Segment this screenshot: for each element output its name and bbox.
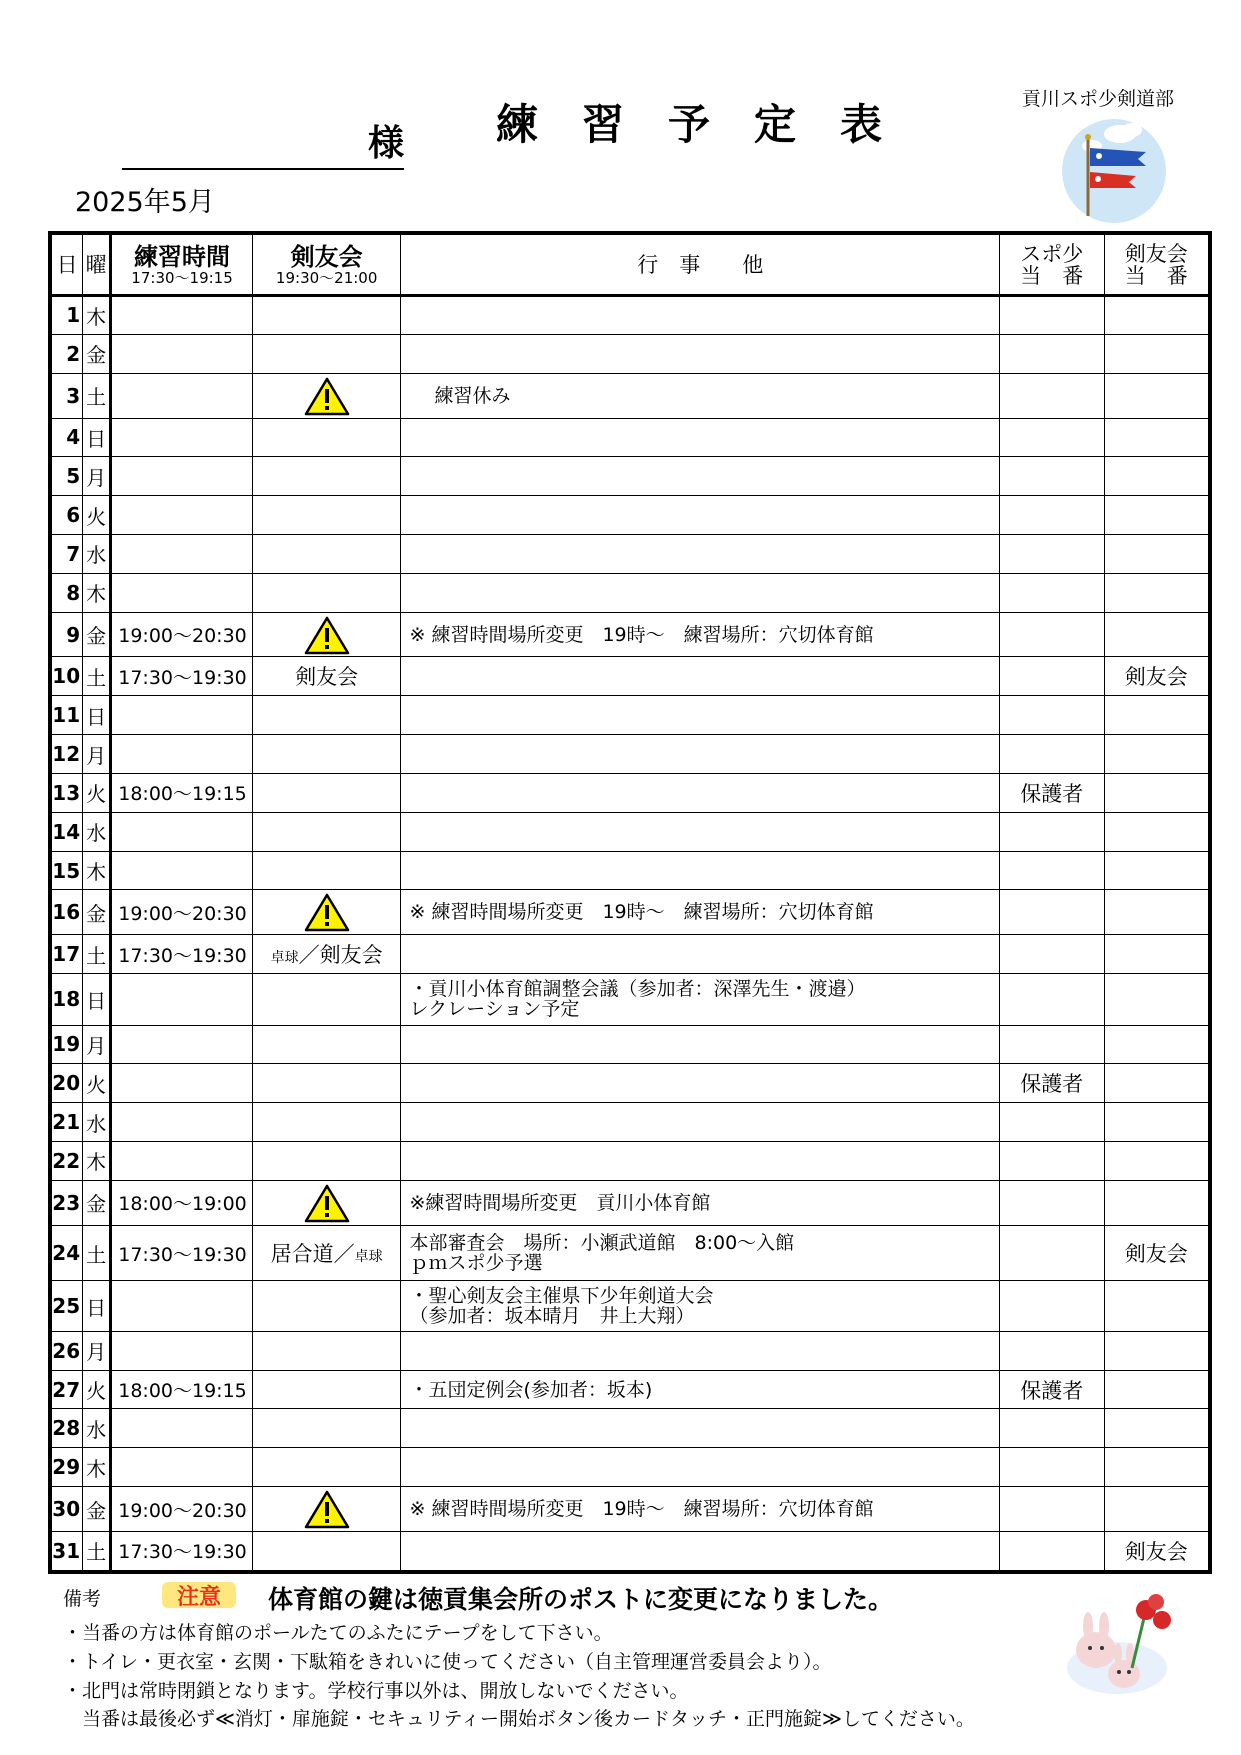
event-text-2: （参加者：坂本晴月 井上大翔） bbox=[409, 1305, 695, 1328]
sp-duty-cell bbox=[1000, 1225, 1104, 1281]
practice-time-cell bbox=[111, 974, 253, 1025]
kd-duty-cell bbox=[1104, 573, 1209, 612]
table-row bbox=[52, 334, 1209, 373]
warning-triangle-icon bbox=[304, 1183, 350, 1223]
sp-duty-cell bbox=[1000, 534, 1104, 573]
event-text: ※練習時間場所変更 貢川小体育館 bbox=[409, 1191, 711, 1214]
day-cell: 10 bbox=[52, 657, 83, 696]
kenyu-cell bbox=[252, 935, 401, 974]
note-line: 当番は最後必ず≪消灯・扉施錠・セキュリティー開始ボタン後カードタッチ・正門施錠≫してください。 bbox=[63, 1708, 975, 1730]
kd-duty-cell bbox=[1104, 1281, 1209, 1331]
kenyu-cell bbox=[252, 890, 401, 935]
table-row bbox=[52, 1370, 1209, 1409]
kenyu-cell bbox=[252, 1142, 401, 1181]
day-cell: 14 bbox=[52, 812, 83, 851]
sp-duty-cell bbox=[1000, 1025, 1104, 1064]
practice-time-cell: 17:30～19:30 bbox=[111, 1225, 253, 1281]
kenyu-cell bbox=[252, 334, 401, 373]
event-cell bbox=[401, 534, 1000, 573]
sp-duty-cell bbox=[1000, 1487, 1104, 1532]
event-text: ※ 練習時間場所変更 19時～ 練習場所：穴切体育館 bbox=[409, 1498, 874, 1521]
weekday-cell: 木 bbox=[83, 1448, 111, 1487]
practice-time-cell bbox=[111, 696, 253, 735]
kenyu-post: 卓球 bbox=[354, 1249, 383, 1266]
sp-duty-cell bbox=[1000, 496, 1104, 535]
header-events: 行 事 他 bbox=[401, 235, 1000, 296]
day-cell: 2 bbox=[52, 334, 83, 373]
sp-duty-cell bbox=[1000, 851, 1104, 890]
event-cell bbox=[401, 1225, 1000, 1281]
org-name: 貢川スポ少剣道部 bbox=[1022, 88, 1175, 110]
kd-duty-cell bbox=[1104, 418, 1209, 457]
practice-time-cell bbox=[111, 735, 253, 774]
kenyu-cell bbox=[252, 534, 401, 573]
weekday-cell: 水 bbox=[83, 1103, 111, 1142]
kd-duty-cell bbox=[1104, 1180, 1209, 1225]
sp-duty-cell bbox=[1000, 1331, 1104, 1370]
practice-time-cell bbox=[111, 1331, 253, 1370]
kenyu-cell bbox=[252, 373, 401, 418]
table-row bbox=[52, 418, 1209, 457]
practice-time-cell: 19:00～20:30 bbox=[111, 890, 253, 935]
weekday-cell: 火 bbox=[83, 1370, 111, 1409]
day-cell: 26 bbox=[52, 1331, 83, 1370]
practice-time-cell bbox=[111, 573, 253, 612]
table-row bbox=[52, 890, 1209, 935]
event-cell bbox=[401, 334, 1000, 373]
table-row bbox=[52, 1103, 1209, 1142]
kenyu-cell bbox=[252, 573, 401, 612]
kd-duty-cell bbox=[1104, 773, 1209, 812]
kenyu-cell bbox=[252, 812, 401, 851]
weekday-cell: 土 bbox=[83, 1531, 111, 1570]
event-cell bbox=[401, 812, 1000, 851]
weekday-cell: 水 bbox=[83, 1409, 111, 1448]
kenyu-cell bbox=[252, 1180, 401, 1225]
kenyu-cell bbox=[252, 1409, 401, 1448]
weekday-cell: 木 bbox=[83, 296, 111, 335]
day-cell: 15 bbox=[52, 851, 83, 890]
event-cell bbox=[401, 1103, 1000, 1142]
weekday-cell: 金 bbox=[83, 1180, 111, 1225]
event-text: ・聖心剣友会主催県下少年剣道大会 bbox=[409, 1285, 714, 1308]
note-line: ・当番の方は体育館のポールたてのふたにテープをして下さい。 bbox=[63, 1622, 613, 1644]
practice-time-cell: 18:00～19:15 bbox=[111, 773, 253, 812]
practice-time-cell bbox=[111, 457, 253, 496]
notes-label: 備考 bbox=[63, 1588, 102, 1610]
sp-duty-cell bbox=[1000, 296, 1104, 335]
table-row bbox=[52, 1531, 1209, 1570]
table-row bbox=[52, 1409, 1209, 1448]
day-cell: 18 bbox=[52, 974, 83, 1025]
day-cell: 7 bbox=[52, 534, 83, 573]
header-kenyu: 剣友会 19:30～21:00 bbox=[252, 235, 401, 296]
table-row bbox=[52, 1331, 1209, 1370]
weekday-cell: 水 bbox=[83, 812, 111, 851]
kd-duty-cell bbox=[1104, 612, 1209, 657]
kenyu-cell bbox=[252, 1487, 401, 1532]
weekday-cell: 木 bbox=[83, 573, 111, 612]
day-cell: 22 bbox=[52, 1142, 83, 1181]
practice-time-cell bbox=[111, 534, 253, 573]
day-cell: 21 bbox=[52, 1103, 83, 1142]
sp-duty-cell bbox=[1000, 974, 1104, 1025]
day-cell: 25 bbox=[52, 1281, 83, 1331]
kd-duty-cell bbox=[1104, 1025, 1209, 1064]
caution-stamp-icon bbox=[160, 1578, 238, 1610]
kenyu-cell bbox=[252, 974, 401, 1025]
weekday-cell: 火 bbox=[83, 773, 111, 812]
kenyu-cell bbox=[252, 1103, 401, 1142]
kenyu-cell bbox=[252, 296, 401, 335]
day-cell: 20 bbox=[52, 1064, 83, 1103]
weekday-cell: 火 bbox=[83, 496, 111, 535]
sp-duty-cell bbox=[1000, 573, 1104, 612]
kenyu-cell bbox=[252, 773, 401, 812]
header-kd-duty: 剣友会 当 番 bbox=[1104, 235, 1209, 296]
svg-text:注意: 注意 bbox=[176, 1585, 222, 1610]
event-cell bbox=[401, 573, 1000, 612]
table-row bbox=[52, 935, 1209, 974]
table-row bbox=[52, 812, 1209, 851]
schedule-table bbox=[48, 231, 1212, 1574]
table-row bbox=[52, 1064, 1209, 1103]
practice-time-cell bbox=[111, 851, 253, 890]
kd-duty-cell bbox=[1104, 373, 1209, 418]
event-text: ・貢川小体育館調整会議（参加者：深澤先生・渡邉） bbox=[409, 978, 866, 1001]
day-cell: 12 bbox=[52, 735, 83, 774]
weekday-cell: 土 bbox=[83, 373, 111, 418]
practice-time-cell bbox=[111, 296, 253, 335]
kd-duty-cell bbox=[1104, 1370, 1209, 1409]
kd-duty-cell bbox=[1104, 1103, 1209, 1142]
event-cell bbox=[401, 890, 1000, 935]
day-cell: 24 bbox=[52, 1225, 83, 1281]
event-cell bbox=[401, 296, 1000, 335]
notes-headline: 体育館の鍵は徳貢集会所のポストに変更になりました。 bbox=[268, 1585, 894, 1614]
practice-time-cell bbox=[111, 1142, 253, 1181]
recipient-suffix: 様 bbox=[367, 123, 404, 164]
event-cell bbox=[401, 1281, 1000, 1331]
sp-duty-cell bbox=[1000, 935, 1104, 974]
day-cell: 13 bbox=[52, 773, 83, 812]
day-cell: 29 bbox=[52, 1448, 83, 1487]
kenyu-cell bbox=[252, 612, 401, 657]
kd-duty-cell bbox=[1104, 974, 1209, 1025]
kenyu-cell bbox=[252, 1225, 401, 1281]
day-cell: 17 bbox=[52, 935, 83, 974]
table-row bbox=[52, 735, 1209, 774]
table-row bbox=[52, 296, 1209, 335]
kenyu-cell bbox=[252, 418, 401, 457]
practice-time-cell: 17:30～19:30 bbox=[111, 935, 253, 974]
event-text: ・五団定例会(参加者：坂本) bbox=[409, 1378, 653, 1401]
day-cell: 28 bbox=[52, 1409, 83, 1448]
event-cell bbox=[401, 1180, 1000, 1225]
weekday-cell: 火 bbox=[83, 1064, 111, 1103]
practice-time-cell bbox=[111, 1281, 253, 1331]
weekday-cell: 月 bbox=[83, 735, 111, 774]
event-text: 本部審査会 場所：小瀬武道館 8:00～入館 bbox=[409, 1232, 795, 1255]
weekday-cell: 日 bbox=[83, 974, 111, 1025]
weekday-cell: 月 bbox=[83, 1025, 111, 1064]
practice-time-cell: 19:00～20:30 bbox=[111, 1487, 253, 1532]
kenyu-cell bbox=[252, 1531, 401, 1570]
header-sp-duty: スポ少 当 番 bbox=[1000, 235, 1104, 296]
kd-duty-cell: 剣友会 bbox=[1104, 657, 1209, 696]
table-row bbox=[52, 1281, 1209, 1331]
event-cell bbox=[401, 1064, 1000, 1103]
weekday-cell: 金 bbox=[83, 334, 111, 373]
day-cell: 9 bbox=[52, 612, 83, 657]
practice-time-cell bbox=[111, 1409, 253, 1448]
header-dow: 曜 bbox=[83, 235, 111, 296]
kd-duty-cell bbox=[1104, 1142, 1209, 1181]
day-cell: 5 bbox=[52, 457, 83, 496]
kd-duty-cell bbox=[1104, 890, 1209, 935]
event-cell bbox=[401, 1025, 1000, 1064]
kd-duty-cell bbox=[1104, 534, 1209, 573]
practice-time-cell bbox=[111, 812, 253, 851]
kd-duty-cell bbox=[1104, 457, 1209, 496]
sp-duty-cell bbox=[1000, 1142, 1104, 1181]
day-cell: 16 bbox=[52, 890, 83, 935]
event-cell bbox=[401, 851, 1000, 890]
day-cell: 6 bbox=[52, 496, 83, 535]
table-row bbox=[52, 1448, 1209, 1487]
weekday-cell: 金 bbox=[83, 1487, 111, 1532]
table-row bbox=[52, 1142, 1209, 1181]
kd-duty-cell bbox=[1104, 735, 1209, 774]
bunny-carnation-icon bbox=[1052, 1588, 1182, 1706]
kenyu-cell bbox=[252, 1370, 401, 1409]
table-row bbox=[52, 457, 1209, 496]
kenyu-cell bbox=[252, 1064, 401, 1103]
kd-duty-cell: 剣友会 bbox=[1104, 1531, 1209, 1570]
header-practice: 練習時間 17:30～19:15 bbox=[111, 235, 253, 296]
day-cell: 23 bbox=[52, 1180, 83, 1225]
kd-duty-cell bbox=[1104, 1409, 1209, 1448]
sp-duty-cell bbox=[1000, 657, 1104, 696]
kd-duty-cell bbox=[1104, 935, 1209, 974]
event-text: ※ 練習時間場所変更 19時～ 練習場所：穴切体育館 bbox=[409, 623, 874, 646]
kd-duty-cell bbox=[1104, 1487, 1209, 1532]
kenyu-cell bbox=[252, 696, 401, 735]
practice-time-cell bbox=[111, 1103, 253, 1142]
kenyu-cell bbox=[252, 1331, 401, 1370]
kenyu-cell bbox=[252, 735, 401, 774]
practice-time-cell: 18:00～19:00 bbox=[111, 1180, 253, 1225]
table-row bbox=[52, 851, 1209, 890]
event-cell bbox=[401, 418, 1000, 457]
weekday-cell: 木 bbox=[83, 851, 111, 890]
day-cell: 3 bbox=[52, 373, 83, 418]
sp-duty-cell bbox=[1000, 1103, 1104, 1142]
practice-time-cell bbox=[111, 1025, 253, 1064]
weekday-cell: 土 bbox=[83, 935, 111, 974]
sp-duty-cell bbox=[1000, 1281, 1104, 1331]
practice-time-cell bbox=[111, 1448, 253, 1487]
sp-duty-cell: 保護者 bbox=[1000, 773, 1104, 812]
weekday-cell: 月 bbox=[83, 457, 111, 496]
kd-duty-cell bbox=[1104, 296, 1209, 335]
kd-duty-cell bbox=[1104, 812, 1209, 851]
weekday-cell: 日 bbox=[83, 696, 111, 735]
kd-duty-cell bbox=[1104, 1448, 1209, 1487]
table-row bbox=[52, 657, 1209, 696]
table-row bbox=[52, 773, 1209, 812]
table-row bbox=[52, 373, 1209, 418]
table-row bbox=[52, 496, 1209, 535]
practice-time-cell bbox=[111, 418, 253, 457]
day-cell: 31 bbox=[52, 1531, 83, 1570]
sp-duty-cell bbox=[1000, 418, 1104, 457]
sp-duty-cell bbox=[1000, 696, 1104, 735]
kd-duty-cell bbox=[1104, 1331, 1209, 1370]
kenyu-cell bbox=[252, 1448, 401, 1487]
kenyu-cell bbox=[252, 1281, 401, 1331]
sp-duty-cell bbox=[1000, 890, 1104, 935]
kd-duty-cell bbox=[1104, 1064, 1209, 1103]
weekday-cell: 土 bbox=[83, 1225, 111, 1281]
header-row bbox=[52, 235, 1209, 296]
event-cell bbox=[401, 1331, 1000, 1370]
day-cell: 11 bbox=[52, 696, 83, 735]
sp-duty-cell bbox=[1000, 373, 1104, 418]
table-row bbox=[52, 1180, 1209, 1225]
practice-time-cell: 19:00～20:30 bbox=[111, 612, 253, 657]
event-cell bbox=[401, 373, 1000, 418]
practice-time-cell bbox=[111, 496, 253, 535]
event-cell bbox=[401, 935, 1000, 974]
weekday-cell: 日 bbox=[83, 1281, 111, 1331]
day-cell: 30 bbox=[52, 1487, 83, 1532]
month-label: 2025年5月 bbox=[75, 187, 215, 218]
kenyu-cell bbox=[252, 1025, 401, 1064]
sp-duty-cell bbox=[1000, 1409, 1104, 1448]
weekday-cell: 月 bbox=[83, 1331, 111, 1370]
weekday-cell: 金 bbox=[83, 890, 111, 935]
warning-triangle-icon bbox=[304, 892, 350, 932]
event-cell bbox=[401, 457, 1000, 496]
sp-duty-cell bbox=[1000, 457, 1104, 496]
note-line: ・トイレ・更衣室・玄関・下駄箱をきれいに使ってください（自主管理運営委員会より）。 bbox=[63, 1651, 832, 1673]
warning-triangle-icon bbox=[304, 376, 350, 416]
event-cell bbox=[401, 773, 1000, 812]
event-text-2: ｐｍスポ少予選 bbox=[409, 1252, 543, 1275]
day-cell: 8 bbox=[52, 573, 83, 612]
kenyu-text: 剣友会 bbox=[295, 665, 359, 690]
table-row bbox=[52, 1225, 1209, 1281]
sp-duty-cell bbox=[1000, 612, 1104, 657]
kd-duty-cell bbox=[1104, 851, 1209, 890]
practice-time-cell bbox=[111, 334, 253, 373]
table-row bbox=[52, 612, 1209, 657]
kenyu-cell bbox=[252, 657, 401, 696]
kenyu-text: 居合道／ bbox=[270, 1242, 355, 1267]
weekday-cell: 水 bbox=[83, 534, 111, 573]
day-cell: 4 bbox=[52, 418, 83, 457]
sp-duty-cell bbox=[1000, 1531, 1104, 1570]
kenyu-cell bbox=[252, 457, 401, 496]
table-row bbox=[52, 573, 1209, 612]
sp-duty-cell bbox=[1000, 334, 1104, 373]
event-cell bbox=[401, 696, 1000, 735]
note-line: ・北門は常時閉鎖となります。学校行事以外は、開放しないでください。 bbox=[63, 1680, 689, 1702]
kenyu-pre: 卓球 bbox=[270, 950, 299, 967]
event-cell bbox=[401, 1142, 1000, 1181]
kd-duty-cell bbox=[1104, 334, 1209, 373]
day-cell: 27 bbox=[52, 1370, 83, 1409]
sp-duty-cell bbox=[1000, 1448, 1104, 1487]
kd-duty-cell bbox=[1104, 696, 1209, 735]
weekday-cell: 木 bbox=[83, 1142, 111, 1181]
kenyu-cell bbox=[252, 496, 401, 535]
day-cell: 19 bbox=[52, 1025, 83, 1064]
koinobori-icon bbox=[1058, 118, 1170, 224]
event-cell bbox=[401, 1448, 1000, 1487]
recipient-line bbox=[122, 118, 404, 170]
warning-triangle-icon bbox=[304, 615, 350, 655]
weekday-cell: 土 bbox=[83, 657, 111, 696]
kenyu-cell bbox=[252, 851, 401, 890]
event-cell bbox=[401, 1409, 1000, 1448]
event-text: ※ 練習時間場所変更 19時～ 練習場所：穴切体育館 bbox=[409, 901, 874, 924]
practice-time-cell: 18:00～19:15 bbox=[111, 1370, 253, 1409]
header-day: 日 bbox=[52, 235, 83, 296]
table-row bbox=[52, 974, 1209, 1025]
event-cell bbox=[401, 974, 1000, 1025]
day-cell: 1 bbox=[52, 296, 83, 335]
event-cell bbox=[401, 1370, 1000, 1409]
event-text-2: レクレーション予定 bbox=[409, 998, 580, 1021]
event-cell bbox=[401, 1531, 1000, 1570]
event-cell bbox=[401, 496, 1000, 535]
practice-time-cell: 17:30～19:30 bbox=[111, 1531, 253, 1570]
table-row bbox=[52, 696, 1209, 735]
practice-time-cell: 17:30～19:30 bbox=[111, 657, 253, 696]
sp-duty-cell bbox=[1000, 735, 1104, 774]
warning-triangle-icon bbox=[304, 1489, 350, 1529]
event-cell bbox=[401, 735, 1000, 774]
page-title: 練習予定表 bbox=[496, 100, 927, 149]
event-cell bbox=[401, 657, 1000, 696]
practice-time-cell bbox=[111, 1064, 253, 1103]
sp-duty-cell bbox=[1000, 1180, 1104, 1225]
sp-duty-cell: 保護者 bbox=[1000, 1064, 1104, 1103]
kd-duty-cell: 剣友会 bbox=[1104, 1225, 1209, 1281]
table-row bbox=[52, 534, 1209, 573]
practice-time-cell bbox=[111, 373, 253, 418]
weekday-cell: 金 bbox=[83, 612, 111, 657]
event-text: 練習休み bbox=[409, 384, 511, 407]
table-row bbox=[52, 1025, 1209, 1064]
sp-duty-cell bbox=[1000, 812, 1104, 851]
event-cell bbox=[401, 612, 1000, 657]
kd-duty-cell bbox=[1104, 496, 1209, 535]
event-cell bbox=[401, 1487, 1000, 1532]
sp-duty-cell: 保護者 bbox=[1000, 1370, 1104, 1409]
weekday-cell: 日 bbox=[83, 418, 111, 457]
table-row bbox=[52, 1487, 1209, 1532]
kenyu-text: ／剣友会 bbox=[298, 943, 383, 968]
